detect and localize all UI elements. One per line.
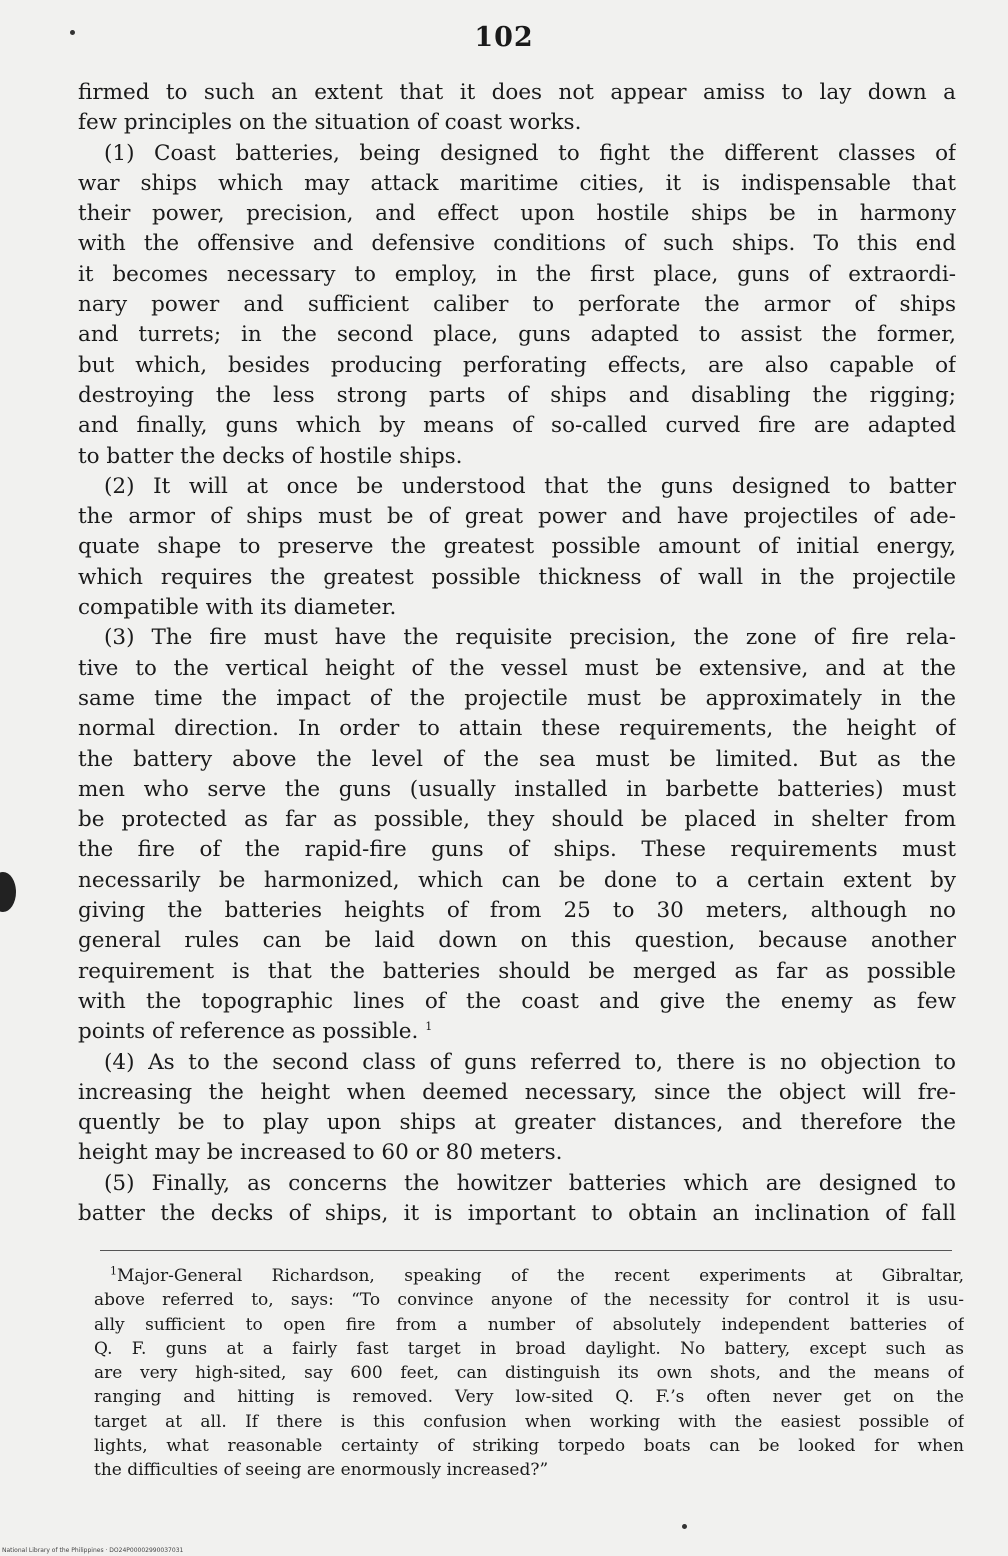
text-line: with the topographic lines of the coast and give the enemy as few bbox=[78, 988, 956, 1014]
paragraph-2-start: (2) It will at once be understood that the guns designed to batter bbox=[104, 473, 956, 499]
footnote-reference: 1 bbox=[425, 1020, 433, 1034]
footnote-line: are very high-sited, say 600 feet, can distinguish its own shots, and the means of bbox=[94, 1363, 964, 1384]
text-line: compatible with its diameter. bbox=[78, 595, 397, 621]
scan-credit: National Library of the Philippines · DO24P00002990037031 bbox=[2, 1547, 184, 1554]
text-line: which requires the greatest possible thickness of wall in the projectile bbox=[78, 564, 956, 590]
text-line-with-footnote-ref bbox=[78, 1017, 956, 1047]
text-line: with the offensive and defensive conditions of such ships. To this end bbox=[78, 231, 956, 257]
footnote-line: Q. F. guns at a fairly fast target in broad daylight. No battery, except such as bbox=[94, 1338, 964, 1359]
text-line: and finally, guns which by means of so-called curved fire are adapted bbox=[78, 413, 956, 439]
footnote bbox=[94, 1264, 964, 1483]
text-line: it becomes necessary to employ, in the first place, guns of extraordi- bbox=[78, 261, 956, 287]
text-line: quate shape to preserve the greatest possible amount of initial energy, bbox=[78, 534, 956, 560]
ink-speck bbox=[70, 30, 75, 35]
ink-speck bbox=[682, 1524, 687, 1529]
text-line: normal direction. In order to attain these requirements, the height of bbox=[78, 716, 956, 742]
text-line: the fire of the rapid-fire guns of ships. These requirements must bbox=[78, 837, 956, 863]
page-number: 102 bbox=[474, 22, 534, 53]
paragraph-5-start: (5) Finally, as concerns the howitzer batteries which are designed to bbox=[104, 1170, 956, 1196]
footnote-line: above referred to, says: “To convince anyone of the necessity for control it is usu- bbox=[94, 1290, 964, 1311]
text-line: but which, besides producing perforating effects, are also capable of bbox=[78, 352, 956, 378]
footnote-line: lights, what reasonable certainty of striking torpedo boats can be looked for when bbox=[94, 1436, 964, 1457]
footnote-line: the difficulties of seeing are enormously increased?” bbox=[94, 1460, 549, 1481]
text-line: war ships which may attack maritime cities, it is indispensable that bbox=[78, 170, 956, 196]
text-line: necessarily be harmonized, which can be done to a certain extent by bbox=[78, 867, 956, 893]
text-line: and turrets; in the second place, guns adapted to assist the former, bbox=[78, 322, 956, 348]
footnote-marker: 1 bbox=[110, 1264, 117, 1278]
text-line: height may be increased to 60 or 80 meters. bbox=[78, 1140, 563, 1166]
text-line: batter the decks of ships, it is important to obtain an inclination of fall bbox=[78, 1200, 956, 1226]
footnote-line: ranging and hitting is removed. Very low-sited Q. F.’s often never get on the bbox=[94, 1387, 964, 1408]
text-line: their power, precision, and effect upon hostile ships be in harmony bbox=[78, 201, 956, 227]
text-line: few principles on the situation of coast works. bbox=[78, 110, 582, 136]
text-line: the armor of ships must be of great power and have projectiles of ade- bbox=[78, 504, 956, 530]
text-line: tive to the vertical height of the vessel must be extensive, and at the bbox=[78, 655, 956, 681]
text-line: quently be to play upon ships at greater distances, and therefore the bbox=[78, 1110, 956, 1136]
text-line-content: points of reference as possible. bbox=[78, 1019, 419, 1045]
text-line: general rules can be laid down on this question, because another bbox=[78, 928, 956, 954]
text-line: firmed to such an extent that it does not appear amiss to lay down a bbox=[78, 80, 956, 105]
text-line: to batter the decks of hostile ships. bbox=[78, 443, 463, 469]
ink-blot bbox=[0, 872, 16, 912]
paragraph-1-start: (1) Coast batteries, being designed to fight the different classes of bbox=[104, 140, 956, 166]
text-line: giving the batteries heights of from 25 to 30 meters, although no bbox=[78, 898, 956, 924]
text-line: be protected as far as possible, they should be placed in shelter from bbox=[78, 807, 956, 833]
text-line: increasing the height when deemed necessary, since the object will fre- bbox=[78, 1079, 956, 1105]
text-line: nary power and sufficient caliber to perforate the armor of ships bbox=[78, 292, 956, 318]
footnote-line: target at all. If there is this confusion when working with the easiest possible of bbox=[94, 1411, 964, 1432]
paragraph-3-start: (3) The fire must have the requisite precision, the zone of fire rela- bbox=[104, 625, 956, 651]
body-text bbox=[78, 78, 956, 1229]
text-line: same time the impact of the projectile must be approximately in the bbox=[78, 685, 956, 711]
text-line: requirement is that the batteries should be merged as far as possible bbox=[78, 958, 956, 984]
paragraph-4-start: (4) As to the second class of guns referred to, there is no objection to bbox=[104, 1049, 956, 1075]
text-line: destroying the less strong parts of ships and disabling the rigging; bbox=[78, 382, 956, 408]
text-line: men who serve the guns (usually installed in barbette batteries) must bbox=[78, 776, 956, 802]
text-line: the battery above the level of the sea must be limited. But as the bbox=[78, 746, 956, 772]
footnote-line bbox=[94, 1264, 964, 1288]
footnote-divider bbox=[100, 1250, 952, 1251]
footnote-line-content: Major-General Richardson, speaking of the recent experiments at Gibraltar, bbox=[117, 1266, 964, 1286]
footnote-line: ally sufficient to open fire from a number of absolutely independent batteries of bbox=[94, 1314, 964, 1335]
